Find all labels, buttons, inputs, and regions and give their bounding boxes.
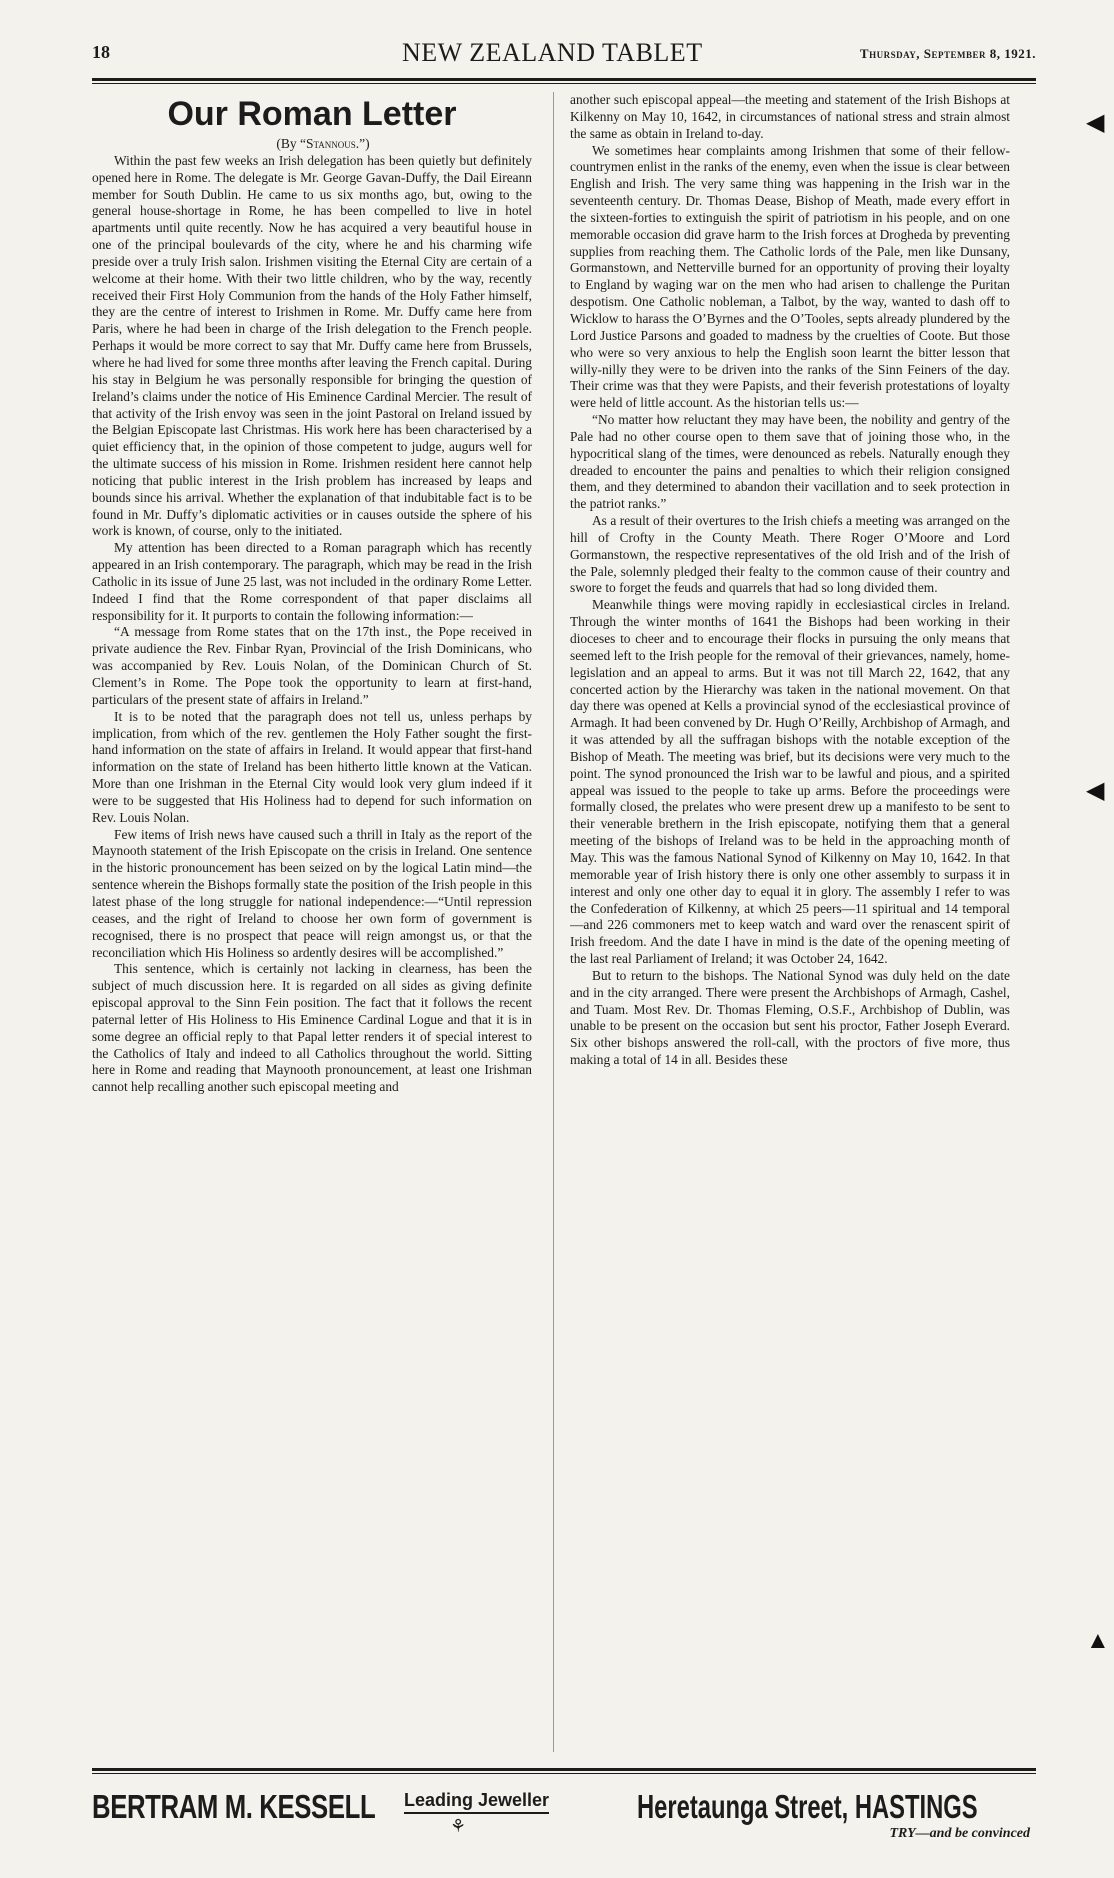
column-divider — [553, 92, 554, 1752]
byline-close: .”) — [355, 136, 370, 151]
paragraph: another such episcopal appeal—the meeting and statement of the Irish Bishops at Kilkenny on May 10, 1642, in circumstances of national stress and strain almost the same as obtain in Ireland to-day. — [570, 92, 1010, 141]
byline-author: Stannous — [305, 136, 356, 151]
paragraph: As a result of their overtures to the Irish chiefs a meeting was arranged on the hill of Crofty in the County Meath. There Roger O’Moore and Lord Gormanstown, the respective representatives of the old Irish and of the Irish of the Pale, solemnly pledged their fealty to the common cause of their country and swore to forget the feuds and quarrels that had so long divided them. — [570, 513, 1010, 596]
header-rule-thin — [92, 83, 1036, 84]
advertiser-role: Leading Jeweller — [404, 1790, 549, 1814]
issue-date: Thursday, September 8, 1921. — [859, 46, 1036, 61]
paragraph: It is to be noted that the paragraph does not tell us, unless perhaps by implication, from which of the rev. gentlemen the Holy Father sought the first-hand information on the state of affairs in Ireland. It would appear that first-hand information on the state of Ireland has been hitherto little known at the Vatican. More than one Irishman in the Eternal City would look very glum indeed if it were to be suggested that His Holiness had to depend for such information on Rev. Louis Nolan. — [92, 708, 532, 825]
article-column-right — [570, 92, 1010, 1757]
paragraph: But to return to the bishops. The National Synod was duly held on the date and in the city arranged. There were present the Archbishops of Armagh, Cashel, and Tuam. Most Rev. Dr. Thomas Fleming, O.S.F., Archbishop of Dublin, was unable to be present on the occasion but sent his proctor, Father Joseph Everard. Six other bishops answered the roll-call, with the proctors of five more, thus making a total of 14 in all. Besides these — [570, 967, 1010, 1068]
advertisement-banner — [92, 1782, 1036, 1842]
paragraph: This sentence, which is certainly not lacking in clearness, has been the subject of much discussion here. It is regarded on all sides as giving definite episcopal approval to the Sinn Fein position. The fact that it follows the recent paternal letter of His Holiness to His Eminence Cardinal Logue and that it is in some degree an official reply to that Papal letter renders it of special interest to the Catholics of Italy and indeed to all Catholics throughout the world. Sitting here in Rome and reading that Maynooth pronouncement, at least one Irishman cannot help recalling another such episcopal meeting and — [92, 961, 532, 1095]
footer-rule-thin — [92, 1773, 1036, 1774]
byline-open: (By “ — [276, 136, 306, 151]
footer-rule — [92, 1768, 1036, 1771]
paragraph: Few items of Irish news have caused such a thrill in Italy as the report of the Maynooth statement of the Irish Episcopate on the crisis in Ireland. One sentence in the historic pronouncement has been seized on by the logical Latin mind—the sentence wherein the Bishops formally state the position of the Irish people in this latest phase of the long struggle for national independence:—“Until repression ceases, and the right of Ireland to choose her own form of government is recognised, there is no prospect that peace will reign amongst us, or that the reconciliation which His Holiness so ardently desires will be accomplished.” — [92, 826, 532, 960]
paragraph: We sometimes hear complaints among Irishmen that some of their fellow-countrymen enlist in the ranks of the enemy, even when the issue is clear between English and Irish. The very same thing was happening in the Irish war in the seventeenth century. Dr. Thomas Dease, Bishop of Meath, made every effort in the sixteen-forties to extinguish the spirit of patriotism in his people, and on one memorable occasion did grave harm to the Irish forces at Drogheda by preventing supplies from reaching them. The Catholic lords of the Pale, men like Dunsany, Gormanstown, and Netterville burned for an opportunity of proving their loyalty to England by waging war on the men who had arisen to challenge the Puritan despotism. One Catholic nobleman, a Talbot, by the way, wanted to dash off to Wicklow to harass the O’Byrnes and the O’Tooles, septs already plundered by the Lord Justice Parsons and goaded to madness by the cruelties of Coote. But those who were so very anxious to help the English soon learnt the bitter lesson that willy-nilly they were to be driven into the ranks of the Sinn Feiners of the day. Their crime was that they were Papists, and their feverish protestations of loyalty were held of little account. As the historian tells us:— — [570, 142, 1010, 411]
pointing-mark-icon: ◀ — [1086, 778, 1105, 804]
advertiser-tagline: TRY—and be convinced — [889, 1826, 1030, 1841]
quoted-paragraph: “A message from Rome states that on the 17th inst., the Pope received in private audience the Rev. Finbar Ryan, Provincial of the Irish Dominicans, who was accompanied by Rev. Louis Nolan, of the Dominican Church of St. Clement’s in Rome. The Pope took the opportunity to learn at first-hand, particulars of the present state of affairs in Ireland.” — [92, 624, 532, 707]
page-number: 18 — [92, 42, 110, 62]
header-rule — [92, 78, 1036, 81]
paragraph: My attention has been directed to a Roman paragraph which has recently appeared in an Irish contemporary. The paragraph, which may be read in the Irish Catholic in its issue of June 25 last, was not included in the ordinary Rome Letter. Indeed I find that the Rome correspondent of that paper disclaims all responsibility for it. It purports to contain the following information:— — [92, 540, 532, 623]
crest-icon: ⚘ — [450, 1816, 467, 1836]
quoted-paragraph: “No matter how reluctant they may have been, the nobility and gentry of the Pale had no other course open to them save that of joining those who, in the hypocritical slang of the times, were denounced as rebels. Naturally enough they dreaded to encounter the pains and penalties to which their religion consigned them, and they determined to abandon their vacillation and to seek protection in the patriot ranks.” — [570, 412, 1010, 512]
masthead: NEW ZEALAND TABLET — [402, 38, 703, 67]
article-byline — [92, 136, 532, 153]
advertiser-name: BERTRAM M. KESSELL — [92, 1788, 376, 1825]
advertiser-address: Heretaunga Street, HASTINGS — [637, 1788, 978, 1825]
paragraph: Within the past few weeks an Irish delegation has been quietly but definitely opened here in Rome. The delegate is Mr. George Gavan-Duffy, the Dail Eireann member for South Dublin. He came to us six months ago, but, owing to the general house-shortage in Rome, he has been compelled to live in hotel apartments until quite recently. Now he has acquired a very beautiful house in one of the principal boulevards of the city, where he and his charming wife preside over a truly Irish salon. Irishmen visiting the Eternal City are certain of a welcome at their home. With their two little children, who by the way, recently received their First Holy Communion from the hands of the Holy Father himself, they are the centre of interest to Irishmen in Rome. Mr. Duffy came here from Paris, where he had been in charge of the Irish delegation to the French people. Perhaps it would be more correct to say that Mr. Duffy came here from Brussels, where he had lived for some three months after leaving the French capital. During his stay in Belgium he was personally responsible for bringing the question of Ireland’s claims under the notice of His Eminence Cardinal Mercier. The result of that activity of the Irish envoy was seen in the joint Pastoral on Ireland issued by the Belgian Episcopate last Christmas. His work here has been characterised by a quiet efficiency that, in the opinion of those competent to judge, augurs well for the ultimate success of his mission in Rome. Irishmen resident here cannot help noticing that public interest in the Irish problem has increased by leaps and bounds since his arrival. Whether the explanation of that indubitable fact is to be found in Mr. Duffy’s diplomatic activities or in causes outside the sphere of his work is known, of course, only to the initiated. — [92, 152, 532, 539]
article-title: Our Roman Letter — [167, 95, 457, 133]
pointing-mark-icon: ◀ — [1086, 110, 1105, 136]
paragraph: Meanwhile things were moving rapidly in ecclesiastical circles in Ireland. Through the winter months of 1641 the Bishops had been working in their dioceses to cheer and to encourage their flocks in pursuing the only means that seemed left to the Irish people for the removal of their grievances, namely, home-legislation and an appeal to arms. But it was not till March 22, 1642, that any concerted action by the Hierarchy was taken in the national movement. On that day there was opened at Kells a provincial synod of the ecclesiastical province of Armagh. It had been convened by Dr. Hugh O’Reilly, Archbishop of Armagh, and it was attended by all the suffragan bishops with the notable exception of the Bishop of Meath. The meeting was brief, but its decisions were very much to the point. The synod pronounced the Irish war to be lawful and pious, and a spirited appeal was issued to the people to take up arms. Before the proceedings were formally closed, the prelates who were present drew up a manifesto to be sent to their venerable brethern in the Irish episcopate, notifying them that a general meeting of the bishops of Ireland was to be held in the approaching month of May. This was the famous National Synod of Kilkenny on May 10, 1642. In that memorable year of Irish history there is only one other assembly to surpass it in interest and only one other day to equal it in glory. The assembly I refer to was the Confederation of Kilkenny, at which 25 peers—11 spiritual and 14 temporal—and 226 commoners met to keep watch and ward over the renascent spirit of Irish freedom. And the date I have in mind is the date of the opening meeting of the last real Parliament of Ireland; it was October 24, 1642. — [570, 597, 1010, 967]
article-column-left — [92, 92, 532, 1757]
pointing-mark-icon: ▲ — [1086, 1628, 1110, 1654]
page-header — [92, 38, 1036, 74]
